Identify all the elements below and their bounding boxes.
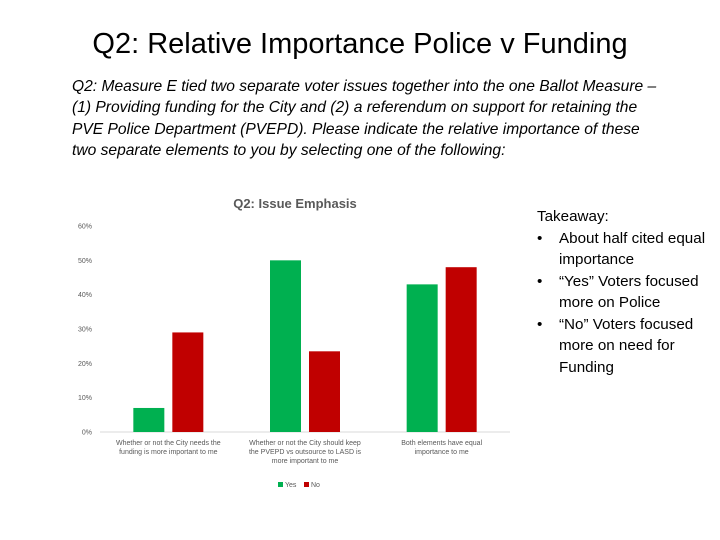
x-tick-label: the PVEPD vs outsource to LASD is — [248, 449, 362, 456]
y-tick-label: 40% — [77, 292, 92, 300]
y-tick-label: 50% — [77, 257, 92, 265]
issue-emphasis-chart — [60, 190, 522, 502]
bar-no-0 — [172, 332, 203, 432]
takeaway-item — [537, 271, 717, 314]
bar-layer — [133, 260, 476, 432]
bar-no-2 — [446, 267, 477, 432]
y-tick-label: 0% — [81, 429, 92, 437]
x-tick-label: funding is more important to me — [119, 449, 218, 456]
y-tick-label: 10% — [77, 395, 92, 403]
bar-yes-0 — [133, 408, 164, 432]
takeaway-item — [537, 314, 717, 379]
x-tick-labels — [116, 440, 483, 465]
bar-yes-1 — [270, 260, 301, 432]
x-tick-label: Whether or not the City should keep — [249, 440, 361, 447]
takeaway-item-text: “Yes” Voters focused more on Police — [559, 272, 699, 311]
x-tick-label: more important to me — [271, 458, 339, 465]
y-tick-label: 60% — [77, 223, 92, 231]
takeaway-list — [537, 228, 717, 379]
x-tick-label: Whether or not the City needs the — [115, 440, 221, 447]
takeaway-item — [537, 228, 717, 271]
chart-title: Q2: Issue Emphasis — [233, 196, 357, 211]
bar-no-1 — [309, 351, 340, 432]
x-tick-label: importance to me — [414, 449, 469, 456]
bullet-icon: • — [537, 229, 543, 247]
slide-title: Q2: Relative Importance Police v Funding — [92, 28, 628, 60]
y-tick-label: 20% — [77, 360, 92, 368]
legend-swatch-no — [304, 482, 309, 487]
x-tick-label: Both elements have equal — [401, 440, 483, 447]
question-text: Q2: Measure E tied two separate voter issues together into the one Ballot Measure – (1) Providing funding for the City and (2) a referendum on support for retaining the PVE Police Department (PVEPD). Please indicate the relative importance of these two separate elements to you by selecting one of the following: — [72, 78, 657, 160]
bar-yes-2 — [407, 284, 438, 432]
bullet-icon: • — [537, 272, 543, 290]
takeaway-item-text: About half cited equal importance — [559, 229, 706, 268]
y-tick-label: 30% — [77, 326, 92, 334]
legend-label-yes: Yes — [285, 482, 297, 489]
chart-svg — [60, 190, 522, 502]
takeaway-item-text: “No” Voters focused more on need for Funding — [559, 315, 694, 376]
legend-swatch-yes — [278, 482, 283, 487]
takeaway-panel — [537, 206, 717, 378]
takeaway-heading: Takeaway: — [537, 208, 609, 225]
bullet-icon: • — [537, 315, 543, 333]
legend-label-no: No — [311, 482, 320, 489]
legend — [278, 482, 320, 489]
